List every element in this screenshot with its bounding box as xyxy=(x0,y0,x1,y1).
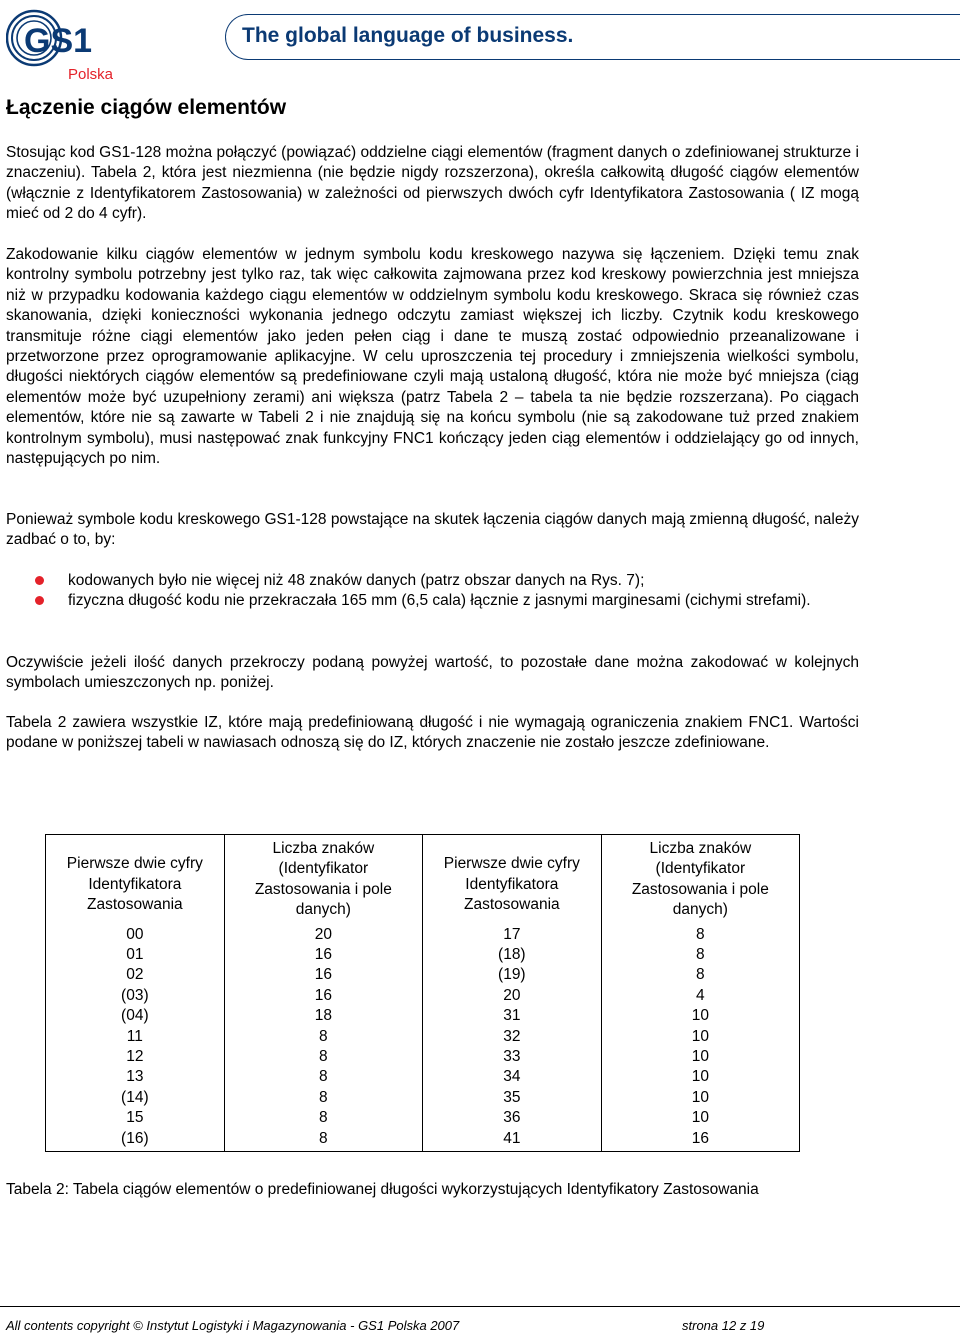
table-caption: Tabela 2: Tabela ciągów elementów o predefiniowanej długości wykorzystujących Identyfikatory Zastosowania xyxy=(6,1181,759,1198)
table-row xyxy=(46,1129,800,1152)
list-item xyxy=(6,571,859,591)
footer-page-number: strona 12 z 19 xyxy=(682,1318,765,1333)
table-cell: 36 xyxy=(422,1108,601,1128)
table-cell: (16) xyxy=(46,1129,225,1152)
table-row xyxy=(46,925,800,945)
table-row xyxy=(46,945,800,965)
table-cell: 02 xyxy=(46,965,225,985)
bullet-icon xyxy=(35,576,44,585)
footer-divider xyxy=(0,1306,960,1307)
table-cell: 4 xyxy=(601,986,799,1006)
table-cell: 8 xyxy=(224,1027,422,1047)
table-cell: 8 xyxy=(224,1067,422,1087)
page-header xyxy=(0,0,960,90)
table-cell: 10 xyxy=(601,1088,799,1108)
table-cell: 31 xyxy=(422,1006,601,1026)
predefined-length-table xyxy=(45,834,800,1152)
table-cell: 16 xyxy=(224,945,422,965)
table-cell: 20 xyxy=(224,925,422,945)
table-cell: 16 xyxy=(601,1129,799,1152)
table-cell: 8 xyxy=(601,965,799,985)
footer-copyright: All contents copyright © Instytut Logistyki i Magazynowania - GS1 Polska 2007 xyxy=(6,1318,460,1333)
table-cell: 35 xyxy=(422,1088,601,1108)
table-cell: 10 xyxy=(601,1006,799,1026)
table-cell: 10 xyxy=(601,1108,799,1128)
bullet-text: fizyczna długość kodu nie przekraczała 165 mm (6,5 cala) łącznie z jasnymi marginesami (cichymi strefami). xyxy=(68,592,811,610)
table-cell: 11 xyxy=(46,1027,225,1047)
list-item xyxy=(6,591,859,611)
bullet-text: kodowanych było nie więcej niż 48 znaków danych (patrz obszar danych na Rys. 7); xyxy=(68,572,645,589)
bullet-icon xyxy=(35,596,44,605)
table-row xyxy=(46,965,800,985)
table-cell: 00 xyxy=(46,925,225,945)
table-row xyxy=(46,1047,800,1067)
table-cell: (19) xyxy=(422,965,601,985)
table-cell: 10 xyxy=(601,1027,799,1047)
table-cell: 15 xyxy=(46,1108,225,1128)
table-cell: 8 xyxy=(224,1088,422,1108)
table-cell: 8 xyxy=(224,1047,422,1067)
table-cell: 10 xyxy=(601,1047,799,1067)
column-header: Pierwsze dwie cyfry Identyfikatora Zastosowania xyxy=(46,835,225,925)
paragraph-variable-length: Ponieważ symbole kodu kreskowego GS1-128 powstające na skutek łączenia ciągów danych mają zmienną długość, należy zadbać o to, by: xyxy=(6,511,859,549)
column-header: Liczba znaków (Identyfikator Zastosowania i pole danych) xyxy=(224,835,422,925)
table-cell: 20 xyxy=(422,986,601,1006)
table-cell: (18) xyxy=(422,945,601,965)
table-row xyxy=(46,1067,800,1087)
table-cell: 32 xyxy=(422,1027,601,1047)
column-header: Pierwsze dwie cyfry Identyfikatora Zastosowania xyxy=(422,835,601,925)
table-cell: 12 xyxy=(46,1047,225,1067)
table-row xyxy=(46,1006,800,1026)
table-cell: 16 xyxy=(224,965,422,985)
table-row xyxy=(46,986,800,1006)
table-cell: 16 xyxy=(224,986,422,1006)
table-cell: 01 xyxy=(46,945,225,965)
logo-subtext: Polska xyxy=(68,66,114,83)
table-row xyxy=(46,1108,800,1128)
table-body xyxy=(46,925,800,1152)
table-cell: 33 xyxy=(422,1047,601,1067)
paragraph-table-intro: Tabela 2 zawiera wszystkie IZ, które mają predefiniowaną długość i nie wymagają ograniczenia znakiem FNC1. Wartości podane w poniższej tabeli w nawiasach odnoszą się do IZ, których znaczenie nie zostało jeszcze zdefiniowane. xyxy=(6,714,859,752)
table-cell: 10 xyxy=(601,1067,799,1087)
bullet-list xyxy=(6,571,859,612)
table-cell: 41 xyxy=(422,1129,601,1152)
paragraph-overflow: Oczywiście jeżeli ilość danych przekroczy podaną powyżej wartość, to pozostałe dane można zakodować w kolejnych symbolach umieszczonych np. poniżej. xyxy=(6,654,859,692)
gs1-logo xyxy=(6,4,126,88)
table-cell: 8 xyxy=(224,1129,422,1152)
paragraph-intro: Stosując kod GS1-128 można połączyć (powiązać) oddzielne ciągi elementów (fragment danych o zdefiniowanej strukturze i znaczeniu). Tabela 2, która jest niezmienna (nie będzie nigdy rozszerzona), określa całkowitą długość ciągów elementów (włącznie z Identyfikatorem Zastosowania) w zależności od pierwszych dwóch cyfr Identyfikatora Zastosowania ( IZ mogą mieć od 2 do 4 cyfr). xyxy=(6,144,859,223)
table-cell: 17 xyxy=(422,925,601,945)
table-cell: 13 xyxy=(46,1067,225,1087)
table-cell: 8 xyxy=(601,945,799,965)
logo-text: GS1 xyxy=(24,22,93,60)
table-cell: (14) xyxy=(46,1088,225,1108)
table-cell: 8 xyxy=(224,1108,422,1128)
table-row xyxy=(46,1027,800,1047)
column-header: Liczba znaków (Identyfikator Zastosowania i pole danych) xyxy=(601,835,799,925)
table-cell: (04) xyxy=(46,1006,225,1026)
table-cell: 18 xyxy=(224,1006,422,1026)
table-row xyxy=(46,1088,800,1108)
table-cell: 8 xyxy=(601,925,799,945)
table-header-row xyxy=(46,835,800,925)
page-title: Łączenie ciągów elementów xyxy=(6,96,287,119)
table-cell: 34 xyxy=(422,1067,601,1087)
tagline: The global language of business. xyxy=(242,24,574,47)
paragraph-concatenation: Zakodowanie kilku ciągów elementów w jednym symbolu kodu kreskowego nazywa się łączeniem. Dzięki temu znak kontrolny symbolu potrzebny jest tylko raz, tak więc całkowita zajmowana przez kod kreskowy powierzchnia jest mniejsza niż w przypadku kodowania każdego ciągu elementów w oddzielnym symbolu kodu kreskowego. Skraca się również czas skanowania, dzięki konieczności wykonania jednego odczytu zamiast większej ich liczby. Czytnik kodu kreskowego transmituje różne ciągi elementów jako jeden pełen ciąg i dane te muszą zostać odpowiednio przeanalizowane i przetworzone przez oprogramowanie aplikacyjne. W celu uproszczenia tej procedury i zmniejszenia wielkości symbolu, długości niektórych ciągów elementów są predefiniowane czyli mają ustaloną długość, która nie może być mniejsza (ciąg elementów może być uzupełniony zerami) ani większa (patrz Tabela 2 – tabela ta nie będzie rozszerzana). Po ciągach elementów, które nie są zawarte w Tabeli 2 i nie znajdują się na końcu symbolu (nie są zakodowane tuż przed znakiem kontrolnym symbolu), musi następować znak funkcyjny FNC1 kończący jeden ciąg elementów i oddzielający go od innych, następujących po nim. xyxy=(6,246,859,468)
table-cell: (03) xyxy=(46,986,225,1006)
